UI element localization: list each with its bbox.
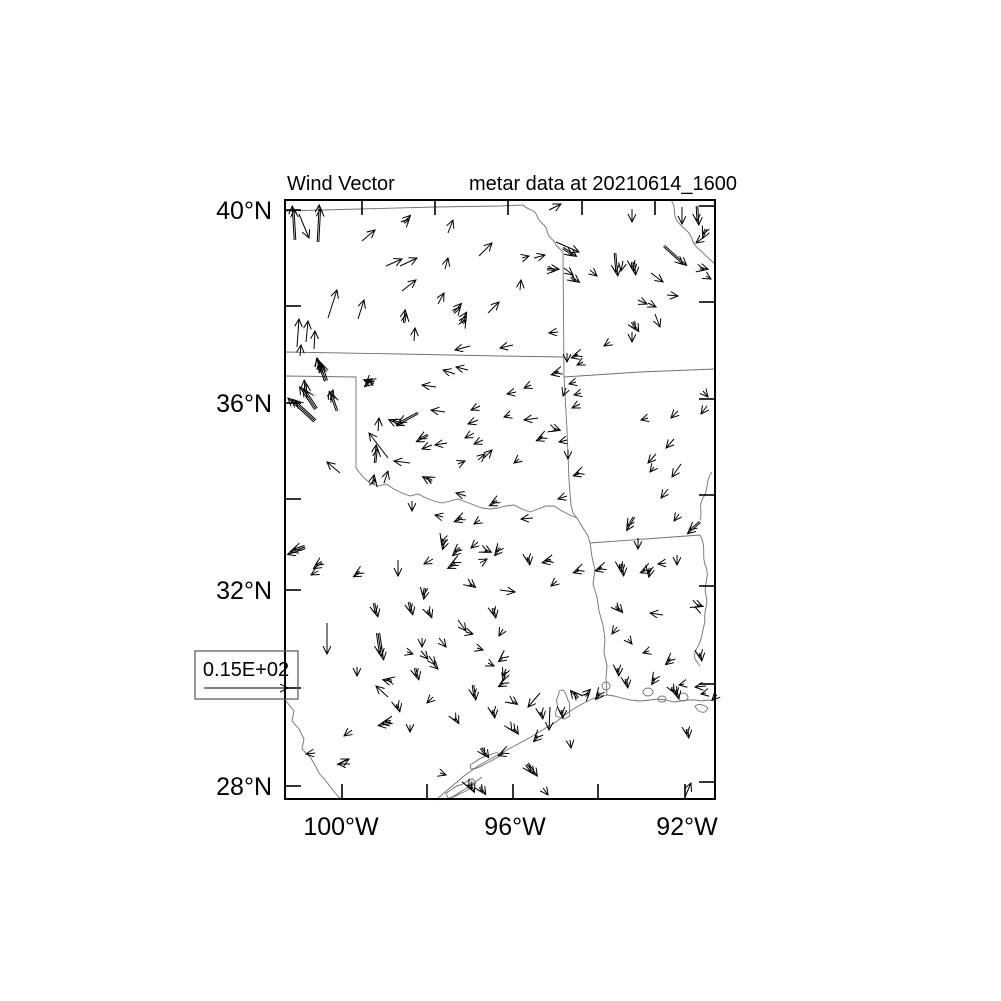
wind-vector (539, 436, 543, 438)
wind-vector (439, 638, 446, 647)
wind-vector (545, 559, 551, 560)
wind-vector (604, 342, 610, 346)
wind-vector (429, 610, 432, 618)
lat-label: 40°N (216, 197, 272, 225)
wind-vector (672, 464, 681, 477)
wind-vector (311, 571, 318, 575)
wind-vector (410, 602, 413, 615)
wind-vector (697, 606, 699, 607)
wind-vector (466, 632, 473, 634)
wind-vector (398, 704, 400, 712)
wind-vector (474, 685, 476, 700)
wind-vector (576, 472, 579, 473)
wind-vector (465, 433, 474, 438)
wind-vector (543, 788, 548, 795)
wind-vector (706, 276, 711, 279)
wind-vector (504, 415, 510, 417)
wind-vector (558, 496, 567, 499)
wind-vector (628, 639, 632, 644)
wind-vector (674, 514, 679, 521)
wind-vector (402, 280, 416, 291)
wind-vector (563, 247, 576, 256)
wind-vector (542, 712, 543, 719)
wind-vector (625, 679, 626, 685)
wind-vector (542, 561, 551, 563)
wind-vector (434, 665, 438, 669)
wind-vector (441, 539, 442, 542)
wind-vector (471, 542, 478, 548)
axis-ticks (285, 200, 715, 799)
wind-vector (574, 354, 578, 355)
wind-vector (500, 590, 515, 592)
wind-vector (488, 663, 494, 666)
wind-vector (696, 237, 704, 243)
wind-vector (443, 370, 455, 374)
wind-vector (572, 404, 580, 408)
wind-vector (612, 627, 617, 634)
wind-vector (685, 783, 691, 797)
wind-vector (577, 362, 583, 365)
wind-vector (643, 569, 645, 570)
wind-vector (650, 467, 654, 472)
wind-vector (329, 391, 336, 411)
wind-vector (547, 268, 559, 269)
wind-vector (479, 243, 492, 256)
wind-vector (663, 247, 682, 265)
wind-vector (513, 701, 517, 704)
wind-vector (492, 608, 493, 615)
wind-vector (574, 393, 581, 395)
wind-vector (695, 607, 696, 608)
wind-vector (621, 261, 623, 271)
wind-vector (303, 389, 316, 409)
wind-vector (666, 439, 674, 448)
wind-vector (445, 258, 448, 269)
wind-vector (501, 682, 503, 683)
wind-vector (650, 613, 663, 615)
wind-vector (319, 361, 326, 381)
wind-vector (456, 718, 459, 724)
wind-vector (386, 259, 402, 266)
wind-vector (635, 262, 636, 275)
wind-vector (536, 438, 543, 441)
wind-vector (524, 385, 531, 388)
wind-vector (435, 443, 447, 445)
wind-vector (689, 521, 699, 530)
wind-vector (394, 461, 410, 463)
wind-vector (527, 557, 528, 562)
wind-vector (424, 559, 433, 564)
wind-vector (414, 328, 415, 341)
wind-vector (679, 684, 684, 685)
wind-vector (316, 359, 324, 382)
wind-vector (448, 220, 453, 233)
wind-vector (521, 518, 533, 519)
wind-vector (569, 382, 576, 384)
wind-vector (492, 710, 493, 715)
lon-label: 92°W (656, 813, 718, 841)
wind-vector (369, 433, 388, 458)
wind-vector (423, 588, 424, 596)
wind-vector (698, 206, 699, 225)
wind-vector (686, 729, 687, 735)
wind-vector (454, 718, 455, 721)
wind-vector (520, 280, 521, 290)
wind-vector (421, 651, 428, 659)
wind-vector (570, 740, 571, 748)
wind-vector (362, 230, 375, 241)
wind-vector (700, 269, 705, 270)
wind-vector (633, 262, 634, 272)
wind-vector (661, 489, 668, 498)
wind-vector (374, 479, 375, 485)
wind-vector (522, 256, 529, 258)
wind-vector (571, 278, 576, 282)
wind-vector (416, 668, 419, 680)
wind-vector (314, 331, 315, 349)
wind-vector (598, 567, 602, 568)
wind-vector (576, 569, 579, 570)
wind-vector (297, 319, 299, 347)
wind-vector (627, 679, 628, 688)
wind-vector (306, 321, 308, 342)
wind-vector (396, 414, 418, 426)
wind-vector (470, 585, 472, 587)
wind-vector (573, 571, 579, 573)
wind-vector (454, 519, 462, 522)
wind-vector (480, 559, 487, 563)
wind-vector (641, 418, 648, 420)
wind-vector (422, 445, 432, 449)
wind-vector (665, 245, 687, 265)
wind-vector (378, 418, 379, 431)
wind-vector (474, 440, 483, 444)
wind-vector (474, 520, 480, 524)
wind-vector (494, 608, 496, 618)
wind-vector (431, 410, 445, 412)
wind-vector (494, 710, 495, 718)
wind-vector (328, 290, 337, 318)
latitude-axis-labels (216, 197, 272, 801)
wind-vector (344, 730, 352, 736)
plot-title-right: metar data at 20210614_1600 (469, 173, 737, 195)
wind-vector (648, 568, 649, 574)
lon-label: 100°W (303, 813, 379, 841)
wind-vector (440, 773, 446, 775)
wind-vector (671, 411, 678, 418)
wind-vector (498, 659, 502, 662)
wind-vector (288, 398, 314, 422)
wind-vector (534, 255, 545, 258)
wind-vector (551, 373, 559, 375)
wind-vector (501, 752, 503, 753)
wind-vector (477, 648, 483, 650)
wind-vector (472, 685, 474, 697)
wind-vector (468, 785, 469, 788)
wind-vector (458, 620, 466, 631)
wind-vector (554, 430, 557, 431)
wind-vector (485, 551, 488, 552)
wind-vector (655, 314, 660, 327)
wind-vector (701, 653, 702, 661)
plot-title-left: Wind Vector (287, 173, 395, 195)
wind-vector (528, 693, 540, 707)
wind-vector (640, 571, 645, 573)
wind-vector (651, 273, 663, 282)
wind-vector (478, 454, 485, 460)
wind-vector (514, 459, 519, 463)
wind-vector (696, 206, 697, 222)
wind-vector (549, 332, 558, 333)
wind-vector (547, 270, 556, 271)
wind-vector (513, 703, 514, 704)
wind-vector (299, 214, 309, 238)
wind-vector (456, 367, 468, 370)
wind-vector (658, 563, 666, 564)
state-borders (285, 200, 715, 800)
wind-vector (638, 300, 647, 304)
wind-vector (699, 653, 700, 658)
wind-vector (648, 454, 656, 463)
wind-vector (422, 385, 436, 387)
wind-vector (701, 693, 706, 694)
wind-vectors (288, 204, 717, 797)
wind-vector (405, 314, 406, 324)
wind-vector (396, 704, 397, 709)
wind-vector (384, 471, 388, 483)
wind-vector (573, 474, 579, 476)
wind-vector (498, 684, 503, 687)
wind-vector (703, 391, 708, 397)
wind-vector (399, 412, 418, 422)
reference-vector-legend (195, 651, 298, 699)
longitude-axis-labels (303, 813, 718, 841)
wind-vector (381, 722, 391, 723)
lat-label: 32°N (216, 577, 272, 605)
wind-vector (499, 629, 503, 636)
wind-vector (554, 371, 559, 372)
wind-vector (456, 493, 466, 496)
wind-vector (453, 562, 455, 563)
wind-vector (540, 712, 541, 716)
wind-vector (688, 729, 689, 738)
wind-vector (438, 293, 444, 304)
wind-vector (300, 345, 301, 356)
wind-vector (623, 564, 624, 576)
wind-vector (385, 720, 391, 721)
wind-vector (400, 258, 417, 266)
wind-vector (455, 346, 470, 350)
wind-vector (435, 515, 443, 517)
wind-vector (458, 461, 465, 464)
wind-vector (468, 420, 478, 424)
wind-vector (471, 406, 480, 410)
wind-vector (524, 418, 538, 420)
lat-label: 36°N (216, 390, 272, 418)
wind-vector (387, 679, 393, 680)
wind-vector (376, 686, 388, 697)
wind-vector (590, 270, 597, 276)
wind-vector (571, 356, 578, 358)
reference-vector-label: 0.15E+02 (202, 659, 290, 681)
wind-vector (327, 462, 340, 473)
wind-vector (627, 517, 635, 530)
wind-vector (484, 450, 492, 458)
wind-vector (507, 392, 516, 394)
wind-vector (564, 268, 573, 275)
wind-vector (500, 657, 501, 658)
wind-vector (688, 523, 701, 534)
wind-vector (667, 295, 678, 296)
wind-vector (427, 697, 433, 703)
wind-vector (407, 652, 413, 654)
wind-vector (549, 204, 561, 210)
lon-label: 96°W (484, 813, 546, 841)
wind-vector (529, 557, 530, 565)
wind-vector (643, 651, 649, 653)
wind-vector (375, 603, 378, 617)
wind-vector (551, 581, 557, 586)
wind-vector (701, 406, 707, 414)
wind-vector (470, 583, 475, 587)
wind-vector (528, 763, 537, 776)
wind-vector (429, 656, 435, 665)
wind-vector (549, 707, 550, 730)
wind-vector (559, 440, 567, 442)
wind-vector (621, 564, 622, 573)
plot-frame (285, 200, 715, 799)
wind-vector (695, 686, 706, 687)
lat-label: 28°N (216, 773, 272, 801)
wind-vector (378, 724, 391, 726)
wind-vector (595, 569, 602, 571)
wind-vector (358, 300, 364, 319)
wind-vector (648, 303, 656, 307)
wind-vector (306, 753, 315, 754)
wind-vector (488, 302, 499, 313)
wind-vector (500, 345, 513, 348)
